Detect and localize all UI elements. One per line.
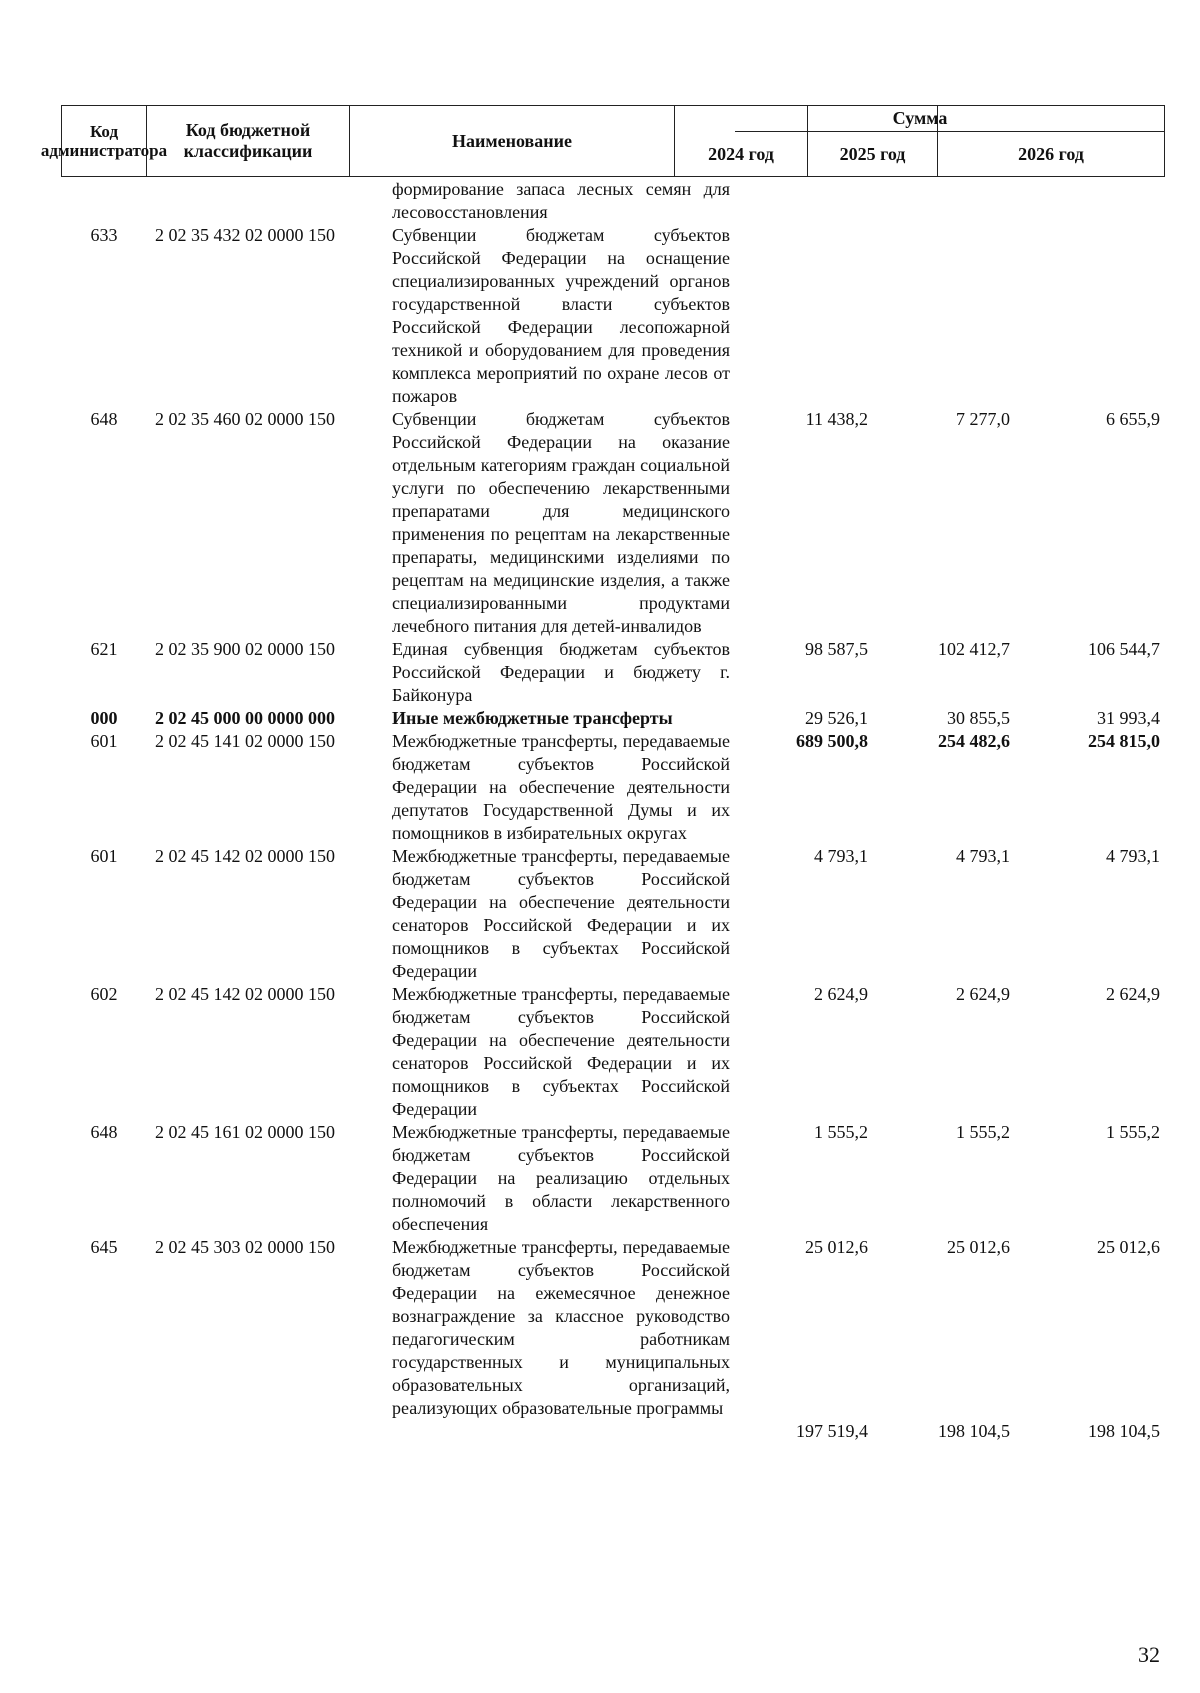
admin-code: 621	[90, 639, 118, 659]
admin-code: 601	[90, 731, 118, 751]
table-header	[40, 105, 1165, 177]
row-name: Единая субвенция бюджетам субъектов Российской Федерации и бюджету г. Байконура	[392, 639, 730, 705]
value-2026: 25 012,6	[1097, 1237, 1160, 1257]
budget-code: 2 02 45 303 02 0000 150	[155, 1237, 335, 1257]
budget-code: 2 02 35 460 02 0000 150	[155, 409, 335, 429]
budget-code: 2 02 35 900 02 0000 150	[155, 639, 335, 659]
page-number: 32	[1138, 1642, 1160, 1667]
row-name: формирование запаса лесных семян для лесовосстановления	[392, 179, 730, 222]
admin-code: 633	[90, 225, 118, 245]
value-2024: 2 624,9	[814, 984, 868, 1004]
admin-code: 602	[90, 984, 118, 1004]
header-sum: Сумма	[892, 108, 948, 128]
row-name: Субвенции бюджетам субъектов Российской Федерации на оснащение специализированных учреждений органов государственной власти субъектов Российской Федерации лесопожарной техникой и оборудованием для проведения комплекса мероприятий по охране лесов от пожаров	[392, 225, 730, 406]
admin-code: 601	[90, 846, 118, 866]
value-2026: 198 104,5	[1088, 1421, 1160, 1441]
row-name: Межбюджетные трансферты, передаваемые бюджетам субъектов Российской Федерации на ежемесячное денежное вознаграждение за классное руководство педагогическим работникам государственных и муниципальных образовательных организаций, реализующих образовательные программы	[392, 1237, 730, 1418]
value-2026: 106 544,7	[1088, 639, 1160, 659]
value-2024: 689 500,8	[796, 731, 868, 751]
value-2025: 1 555,2	[956, 1122, 1010, 1142]
value-2026: 6 655,9	[1106, 409, 1160, 429]
row-name: Межбюджетные трансферты, передаваемые бюджетам субъектов Российской Федерации на реализацию отдельных полномочий в области лекарственного обеспечения	[392, 1122, 730, 1234]
value-2025: 254 482,6	[938, 731, 1010, 751]
table-row	[0, 178, 1200, 224]
value-2026: 2 624,9	[1106, 984, 1160, 1004]
value-2025: 2 624,9	[956, 984, 1010, 1004]
value-2024: 98 587,5	[805, 639, 868, 659]
header-year-2025: 2025 год	[839, 143, 906, 164]
header-budget-code: Код бюджетной классификации	[183, 120, 313, 161]
row-name: Субвенции бюджетам субъектов Российской Федерации на оказание отдельным категориям граждан социальной услуги по обеспечению лекарственными препаратами для медицинского применения по рецептам на лекарственные препараты, медицинскими изделиями по рецептам на медицинские изделия, а также специализированными продуктами лечебного питания для детей-инвалидов	[392, 409, 730, 636]
budget-code: 2 02 45 142 02 0000 150	[155, 846, 335, 866]
value-2026: 31 993,4	[1097, 708, 1160, 728]
row-name: Межбюджетные трансферты, передаваемые бюджетам субъектов Российской Федерации на обеспечение деятельности сенаторов Российской Федерации и их помощников в субъектах Российской Федерации	[392, 984, 730, 1119]
header-year-2026: 2026 год	[1018, 143, 1084, 164]
value-2026: 254 815,0	[1088, 731, 1160, 751]
value-2025: 30 855,5	[947, 708, 1010, 728]
row-name: Межбюджетные трансферты, передаваемые бюджетам субъектов Российской Федерации на обеспечение деятельности депутатов Государственной Думы и их помощников в избирательных округах	[392, 731, 730, 843]
value-2026: 4 793,1	[1106, 846, 1160, 866]
header-name: Наименование	[452, 130, 572, 151]
value-2024: 25 012,6	[805, 1237, 868, 1257]
admin-code: 648	[90, 1122, 118, 1142]
value-2025: 7 277,0	[956, 409, 1010, 429]
admin-code: 000	[90, 708, 118, 728]
row-name: Иные межбюджетные трансферты	[392, 708, 673, 728]
value-2024: 4 793,1	[814, 846, 868, 866]
admin-code: 645	[90, 1237, 118, 1257]
value-2026: 1 555,2	[1106, 1122, 1160, 1142]
table-row	[0, 1236, 1200, 1441]
budget-code: 2 02 45 142 02 0000 150	[155, 984, 335, 1004]
value-2024: 11 438,2	[805, 409, 868, 429]
table-body	[0, 178, 1200, 1441]
header-year-2024: 2024 год	[708, 143, 774, 164]
admin-code: 648	[90, 409, 118, 429]
value-2025: 198 104,5	[938, 1421, 1010, 1441]
value-2024: 197 519,4	[796, 1421, 868, 1441]
budget-code: 2 02 45 141 02 0000 150	[155, 731, 335, 751]
budget-code: 2 02 45 161 02 0000 150	[155, 1122, 335, 1142]
header-admin-code: Код администратора	[40, 122, 168, 160]
value-2025: 4 793,1	[956, 846, 1010, 866]
value-2025: 25 012,6	[947, 1237, 1010, 1257]
value-2025: 102 412,7	[938, 639, 1010, 659]
row-name: Межбюджетные трансферты, передаваемые бюджетам субъектов Российской Федерации на обеспечение деятельности сенаторов Российской Федерации и их помощников в субъектах Российской Федерации	[392, 846, 730, 981]
value-2024: 1 555,2	[814, 1122, 868, 1142]
budget-code: 2 02 35 432 02 0000 150	[155, 225, 335, 245]
budget-code: 2 02 45 000 00 0000 000	[155, 708, 335, 728]
value-2024: 29 526,1	[805, 708, 868, 728]
